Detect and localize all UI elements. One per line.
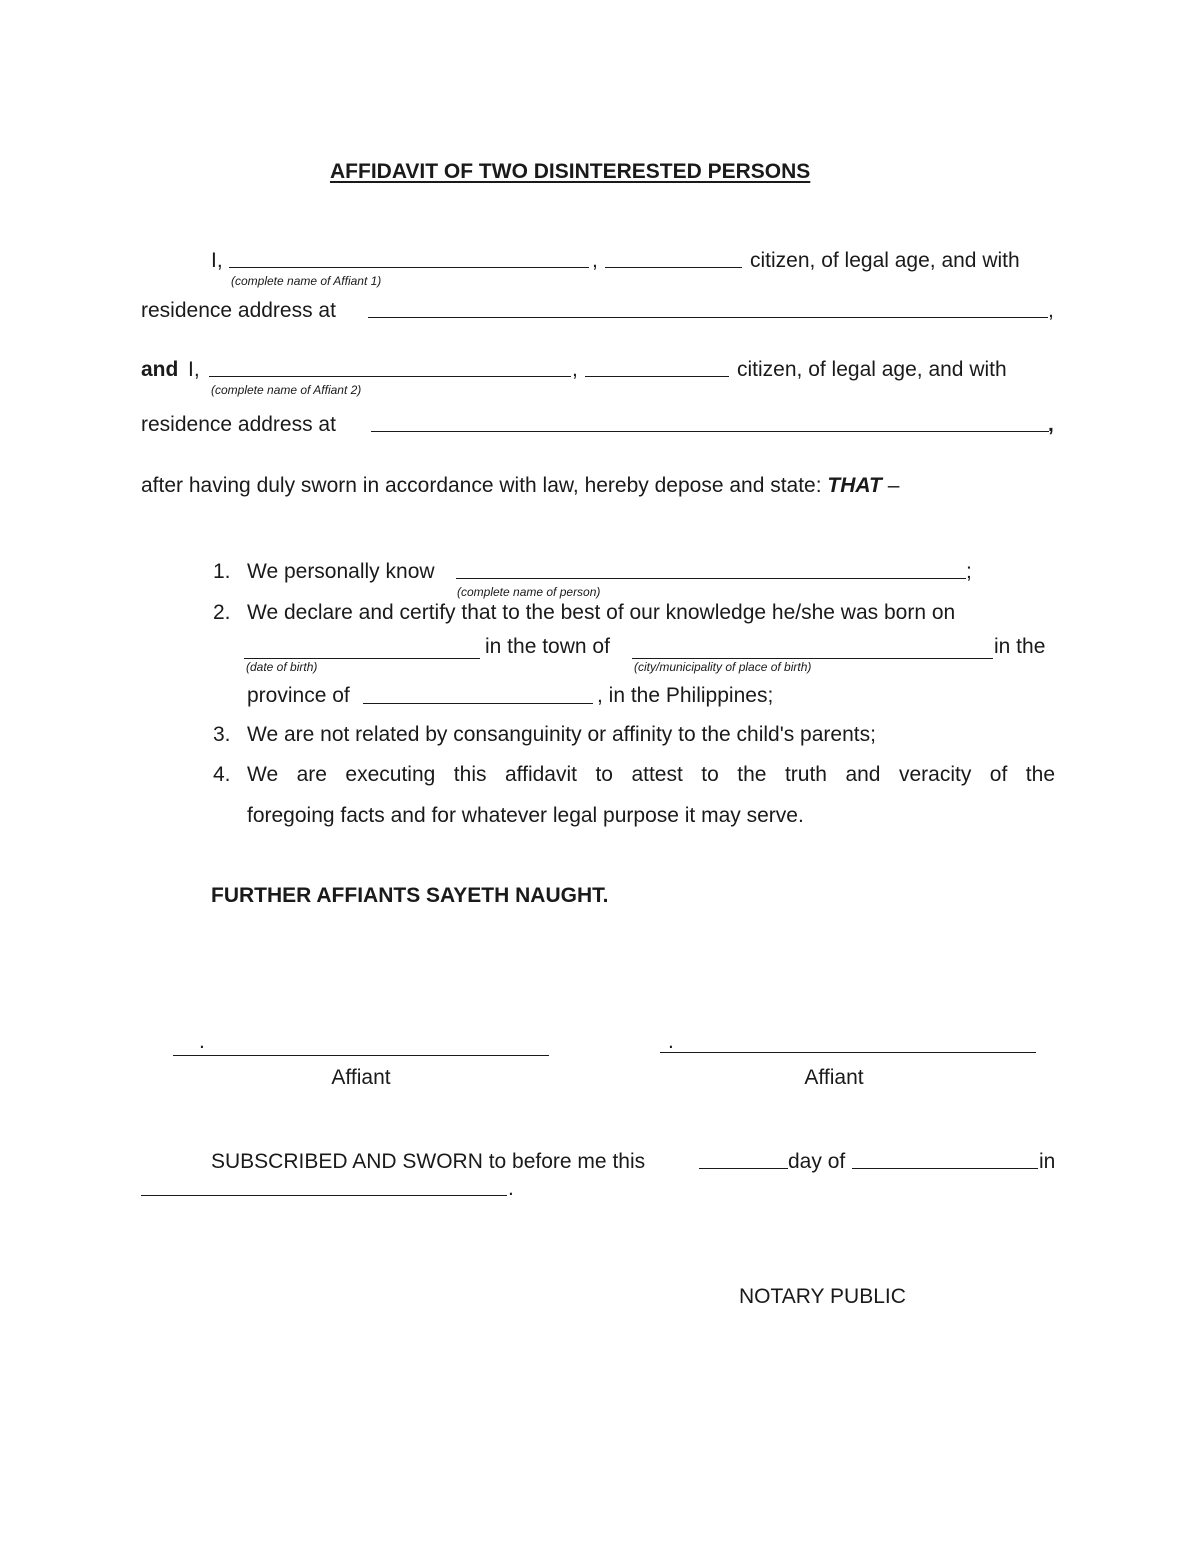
item3-text: We are not related by consanguinity or affinity to the child's parents;	[247, 723, 876, 746]
item2-date-of-birth-field[interactable]	[244, 658, 480, 659]
item2-in-the: in the	[994, 635, 1046, 658]
left-signature-mark: .	[199, 1030, 205, 1053]
intro-that: THAT	[827, 474, 882, 497]
affiant2-citizenship-field[interactable]	[585, 376, 729, 377]
affiant2-residence-end: ,	[1048, 413, 1054, 436]
item2-philippines-text: , in the Philippines;	[597, 684, 774, 707]
item2-number: 2.	[213, 601, 231, 624]
item2-province-text: province of	[247, 684, 350, 707]
affiant1-name-field[interactable]	[229, 267, 589, 268]
affiant1-name-caption: (complete name of Affiant 1)	[231, 274, 382, 288]
item2-date-caption: (date of birth)	[246, 660, 318, 674]
item1-person-name-field[interactable]	[456, 578, 966, 579]
item1-text: We personally know	[247, 560, 435, 583]
affiant1-prefix: I,	[211, 249, 223, 272]
affiant1-citizen-text: citizen, of legal age, and with	[750, 249, 1020, 272]
item3-number: 3.	[213, 723, 231, 746]
right-affiant-label: Affiant	[804, 1066, 864, 1089]
item1-end: ;	[966, 560, 972, 583]
item2-town-text: in the town of	[485, 635, 610, 658]
jurat-place-field[interactable]	[141, 1195, 507, 1196]
affiant1-residence-field[interactable]	[368, 317, 1048, 318]
intro-statement	[141, 474, 899, 498]
affiant2-name-field[interactable]	[209, 376, 571, 377]
affiant1-residence-end: ,	[1048, 299, 1054, 322]
affiant2-prefix: I,	[188, 358, 200, 381]
affiant2-name-caption: (complete name of Affiant 2)	[211, 383, 362, 397]
affiant2-residence-label: residence address at	[141, 413, 336, 436]
jurat-in: in	[1039, 1150, 1056, 1173]
affiant2-citizen-text: citizen, of legal age, and with	[737, 358, 1007, 381]
right-signature-line[interactable]	[660, 1052, 1036, 1053]
item1-number: 1.	[213, 560, 231, 583]
intro-dash: –	[887, 474, 900, 497]
item2-city-caption: (city/municipality of place of birth)	[634, 660, 812, 674]
affiant2-and-label: and	[141, 358, 179, 381]
item2-city-field[interactable]	[632, 658, 993, 659]
affiant2-residence-field[interactable]	[371, 431, 1049, 432]
left-signature-line[interactable]	[173, 1055, 549, 1056]
item2-province-field[interactable]	[363, 703, 593, 704]
closing-statement: FURTHER AFFIANTS SAYETH NAUGHT.	[211, 884, 609, 907]
intro-text: after having duly sworn in accordance with law, hereby depose and state:	[141, 474, 822, 497]
affiant2-comma: ,	[572, 358, 578, 381]
item2-text: We declare and certify that to the best of our knowledge he/she was born on	[247, 601, 956, 624]
item4-number: 4.	[213, 763, 231, 786]
affiant1-residence-label: residence address at	[141, 299, 336, 322]
affiant1-comma: ,	[592, 249, 598, 272]
item1-caption: (complete name of person)	[457, 585, 601, 599]
item4-line2: foregoing facts and for whatever legal purpose it may serve.	[247, 804, 804, 827]
right-signature-mark: .	[668, 1030, 674, 1053]
jurat-end: .	[508, 1177, 514, 1200]
notary-public-label: NOTARY PUBLIC	[739, 1285, 906, 1308]
affiant1-citizenship-field[interactable]	[605, 267, 742, 268]
document-title: AFFIDAVIT OF TWO DISINTERESTED PERSONS	[330, 160, 811, 183]
item4-line1: We are executing this affidavit to attest to the truth and veracity of the	[247, 763, 1055, 786]
jurat-day-field[interactable]	[699, 1168, 788, 1169]
jurat-day-of: day of	[788, 1150, 846, 1173]
jurat-month-field[interactable]	[852, 1168, 1038, 1169]
left-affiant-label: Affiant	[331, 1066, 391, 1089]
jurat-text: SUBSCRIBED AND SWORN to before me this	[211, 1150, 646, 1173]
